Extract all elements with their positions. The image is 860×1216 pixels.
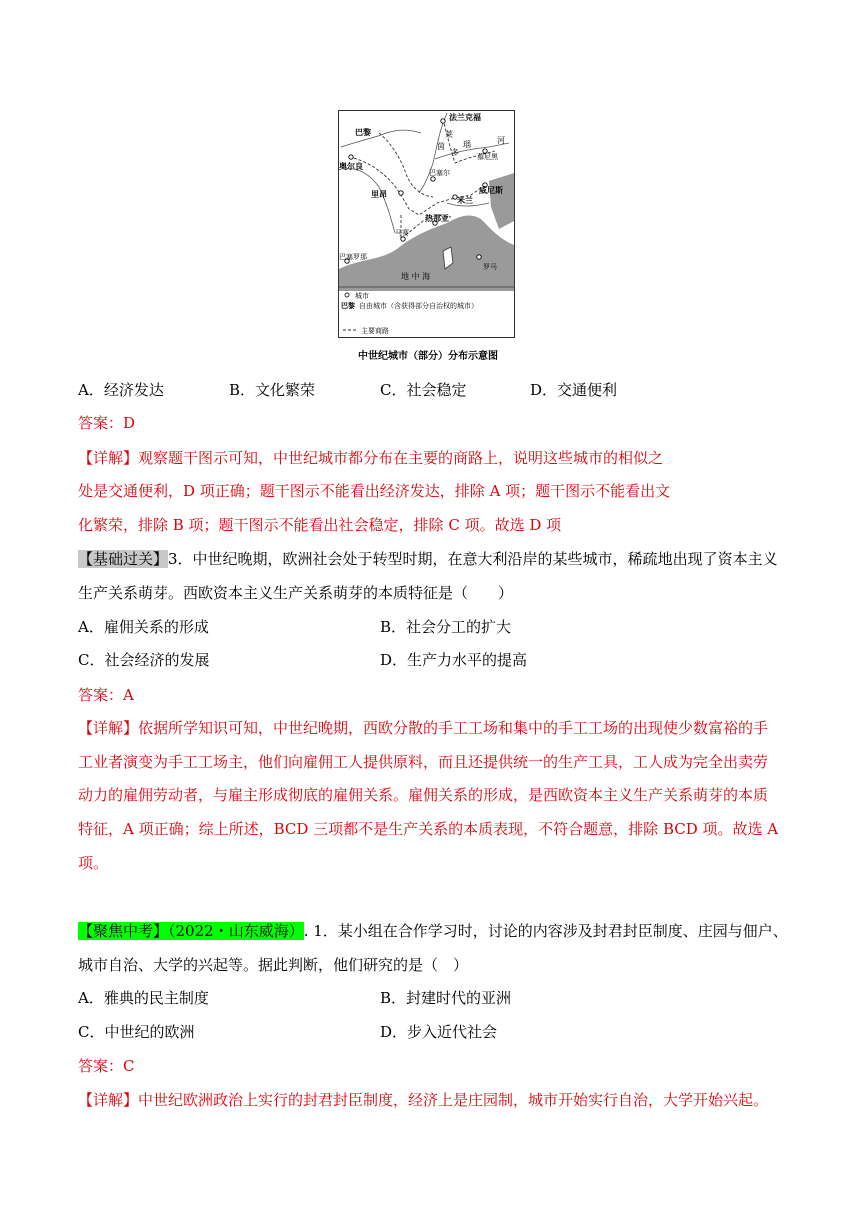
- q4-explain: 【详解】中世纪欧洲政治上实行的封君封臣制度，经济上是庄园制，城市开始实行自治，大学开始兴起。: [78, 1091, 769, 1109]
- q3-stem-1: [78, 549, 778, 569]
- q2-option-a: A．经济发达: [78, 381, 164, 399]
- q3-explain-1: 【详解】依据所学知识可知，中世纪晚期，西欧分散的手工工场和集中的手工工场的出现使少数富裕的手: [78, 719, 769, 737]
- q4-tag: [78, 922, 304, 940]
- legend-city-icon: [345, 293, 349, 297]
- q4-option-c: C．中世纪的欧洲: [78, 1023, 195, 1041]
- q3-explain-5: 项。: [78, 854, 109, 872]
- q3-tag: 【基础过关】: [78, 550, 169, 568]
- map-label-lyon: 里昂: [371, 190, 387, 199]
- map-label-danube-2: 瑙: [463, 140, 471, 149]
- rhone-river: [343, 169, 395, 233]
- q3-option-d: D．生产力水平的提高: [380, 651, 528, 669]
- q2-option-c: C．社会稳定: [380, 381, 467, 399]
- q3-explain-3: 动力的雇佣劳动者，与雇主形成彻底的雇佣关系。雇佣关系的形成，是西欧资本主义生产关系萌芽的本质: [78, 786, 769, 804]
- map-label-river: 河: [497, 136, 505, 145]
- map-label-rhine-1: 莱: [445, 130, 453, 139]
- city-map-figure: [338, 110, 515, 338]
- q4-tag-text: 【聚焦中考】: [78, 922, 169, 940]
- map-label-danube-1: 多: [451, 148, 459, 157]
- map-label-rhine-2: 茵: [437, 142, 445, 151]
- map-label-frankfurt: 法兰克福: [449, 113, 481, 122]
- q3-option-a: A．雇佣关系的形成: [78, 618, 209, 636]
- legend-route: 主要商路: [361, 327, 389, 335]
- map-label-barcelona: 巴塞罗那: [339, 253, 367, 261]
- q4-stem-1: [78, 921, 788, 941]
- map-label-paris: 巴黎: [355, 128, 371, 137]
- q2-option-b: B．文化繁荣: [229, 381, 316, 399]
- q4-source: （2022・山东威海）: [168, 922, 304, 940]
- map-label-rome: 罗马: [483, 263, 497, 271]
- city-map-svg: [339, 111, 514, 337]
- q4-option-d: D．步入近代社会: [380, 1023, 498, 1041]
- q3-explain-2: 工业者演变为手工工场主，他们向雇佣工人提供原料，而且还提供统一的生产工具，工人成为完全出卖劳: [78, 753, 769, 771]
- map-label-basel: 巴塞尔: [429, 169, 450, 177]
- map-label-venice: 威尼斯: [479, 186, 503, 195]
- q4-stem-text-1: . 1．某小组在合作学习时，讨论的内容涉及封君封臣制度、庄园与佃户、: [303, 922, 788, 940]
- map-label-milan: 米兰: [457, 196, 473, 205]
- q2-explain-2: 处是交通便利，D 项正确；题干图示不能看出经济发达，排除 A 项；题干图示不能看出文: [78, 482, 671, 500]
- q2-option-d: D．交通便利: [530, 381, 618, 399]
- q3-option-c: C．社会经济的发展: [78, 651, 210, 669]
- adriatic-sea: [489, 173, 514, 229]
- seine-river: [341, 130, 421, 147]
- q3-stem-text-1: 3．中世纪晚期，欧洲社会处于转型时期，在意大利沿岸的某些城市，稀疏地出现了资本主义: [168, 550, 778, 568]
- q3-explain-4: 特征，A 项正确；综上所述，BCD 三项都不是生产关系的本质表现，不符合题意，排除 BCD 项。故选 A: [78, 820, 779, 838]
- q4-option-a: A．雅典的民主制度: [78, 989, 209, 1007]
- trade-route-2: [379, 133, 433, 197]
- q4-stem-2: 城市自治、大学的兴起等。据此判断，他们研究的是（ ）: [78, 956, 469, 974]
- map-label-marseille: 马赛: [395, 229, 409, 237]
- map-label-orleans: 奥尔良: [339, 162, 363, 171]
- q3-stem-2: 生产关系萌芽。西欧资本主义生产关系萌芽的本质特征是（ ）: [78, 584, 514, 602]
- q4-option-b: B．封建时代的亚洲: [380, 989, 512, 1007]
- q2-explain-3: 化繁荣，排除 B 项；题干图示不能看出社会稳定，排除 C 项。故选 D 项: [78, 516, 562, 534]
- legend-free-city: 自由城市（含获得部分自治权的城市）: [359, 302, 478, 310]
- q3-option-b: B．社会分工的扩大: [380, 618, 512, 636]
- map-label-genoa: 热那亚: [425, 214, 449, 223]
- q2-explain-1: 【详解】观察题干图示可知，中世纪城市都分布在主要的商路上，说明这些城市的相似之: [78, 449, 664, 467]
- legend-city: 城市: [355, 292, 369, 300]
- map-caption: 中世纪城市（部分）分布示意图: [358, 351, 498, 362]
- q4-answer: 答案：C: [78, 1057, 135, 1075]
- map-label-munich: 慕尼黑: [477, 153, 498, 161]
- q2-answer: 答案：D: [78, 414, 136, 432]
- map-label-sea: 地 中 海: [401, 272, 431, 281]
- legend-free-city-example: 巴黎: [341, 302, 355, 310]
- q3-answer: 答案：A: [78, 686, 134, 704]
